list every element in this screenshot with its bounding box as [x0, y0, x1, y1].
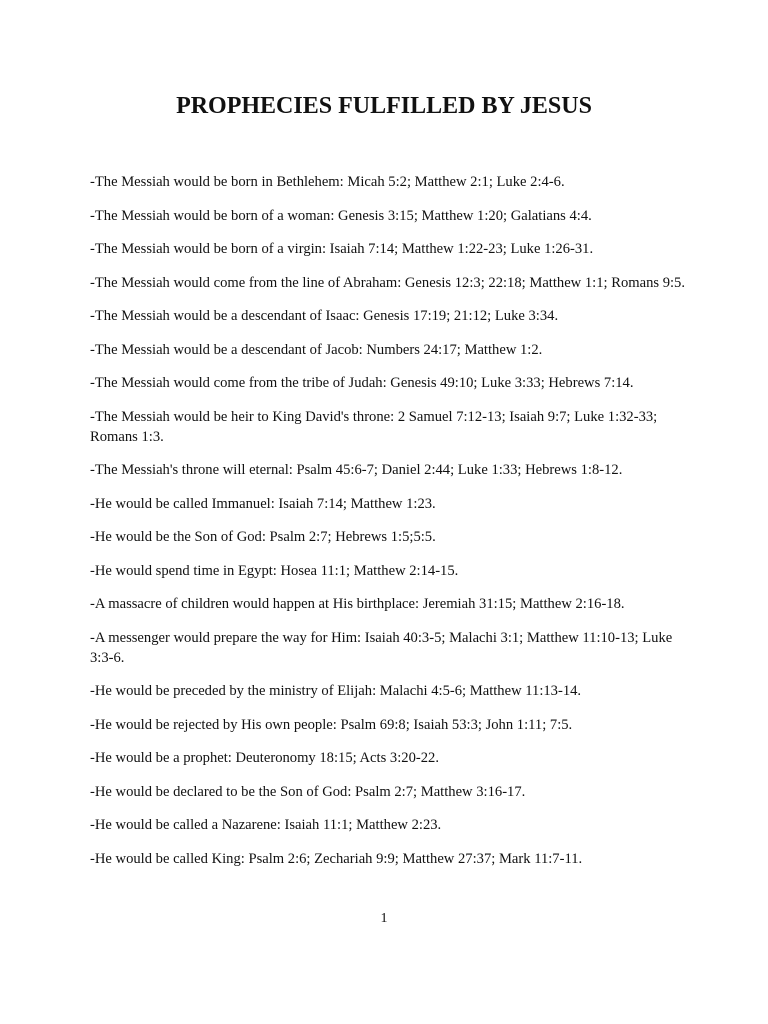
prophecy-line: -He would be called Immanuel: Isaiah 7:14; Matthew 1:23.: [90, 495, 436, 512]
prophecy-line: -He would be called a Nazarene: Isaiah 11:1; Matthew 2:23.: [90, 817, 442, 833]
prophecy-line: -A massacre of children would happen at His birthplace: Jeremiah 31:15; Matthew 2:16-18.: [90, 596, 625, 612]
page-number: 1: [380, 911, 388, 926]
prophecy-line: -The Messiah would be born of a virgin: Isaiah 7:14; Matthew 1:22-23; Luke 1:26-31.: [90, 241, 594, 257]
prophecy-list: [90, 172, 690, 882]
prophecy-line: -The Messiah would be heir to King David's throne: 2 Samuel 7:12-13; Isaiah 9:7; Luke 1:32-33; Romans 1:3.: [90, 408, 658, 445]
prophecy-line: -The Messiah would come from the tribe of Judah: Genesis 49:10; Luke 3:33; Hebrews 7:14.: [90, 375, 634, 391]
prophecy-line: -The Messiah's throne will eternal: Psalm 45:6-7; Daniel 2:44; Luke 1:33; Hebrews 1:8-12.: [90, 462, 623, 478]
prophecy-line: -The Messiah would be a descendant of Jacob: Numbers 24:17; Matthew 1:2.: [90, 341, 543, 358]
prophecy-line: -The Messiah would be a descendant of Isaac: Genesis 17:19; 21:12; Luke 3:34.: [90, 308, 559, 324]
prophecy-line: -The Messiah would be born of a woman: Genesis 3:15; Matthew 1:20; Galatians 4:4.: [90, 207, 592, 224]
prophecy-line: -He would be the Son of God: Psalm 2:7; Hebrews 1:5;5:5.: [90, 529, 436, 545]
document-title: PROPHECIES FULFILLED BY JESUS: [176, 93, 592, 119]
prophecy-line: -He would be rejected by His own people: Psalm 69:8; Isaiah 53:3; John 1:11; 7:5.: [90, 716, 573, 733]
prophecy-line: -He would spend time in Egypt: Hosea 11:1; Matthew 2:14-15.: [90, 562, 459, 579]
prophecy-line: -He would be preceded by the ministry of Elijah: Malachi 4:5-6; Matthew 11:13-14.: [90, 683, 582, 699]
prophecy-line: -The Messiah would come from the line of Abraham: Genesis 12:3; 22:18; Matthew 1:1; Romans 9:5.: [90, 274, 686, 291]
prophecy-line: -He would be called King: Psalm 2:6; Zechariah 9:9; Matthew 27:37; Mark 11:7-11.: [90, 850, 583, 867]
prophecy-line: -He would be declared to be the Son of God: Psalm 2:7; Matthew 3:16-17.: [90, 783, 526, 800]
prophecy-line: -The Messiah would be born in Bethlehem: Micah 5:2; Matthew 2:1; Luke 2:4-6.: [90, 174, 565, 190]
prophecy-line: -A messenger would prepare the way for Him: Isaiah 40:3-5; Malachi 3:1; Matthew 11:10-13; Luke 3:3-6.: [90, 629, 673, 666]
prophecy-line: -He would be a prophet: Deuteronomy 18:15; Acts 3:20-22.: [90, 750, 439, 766]
